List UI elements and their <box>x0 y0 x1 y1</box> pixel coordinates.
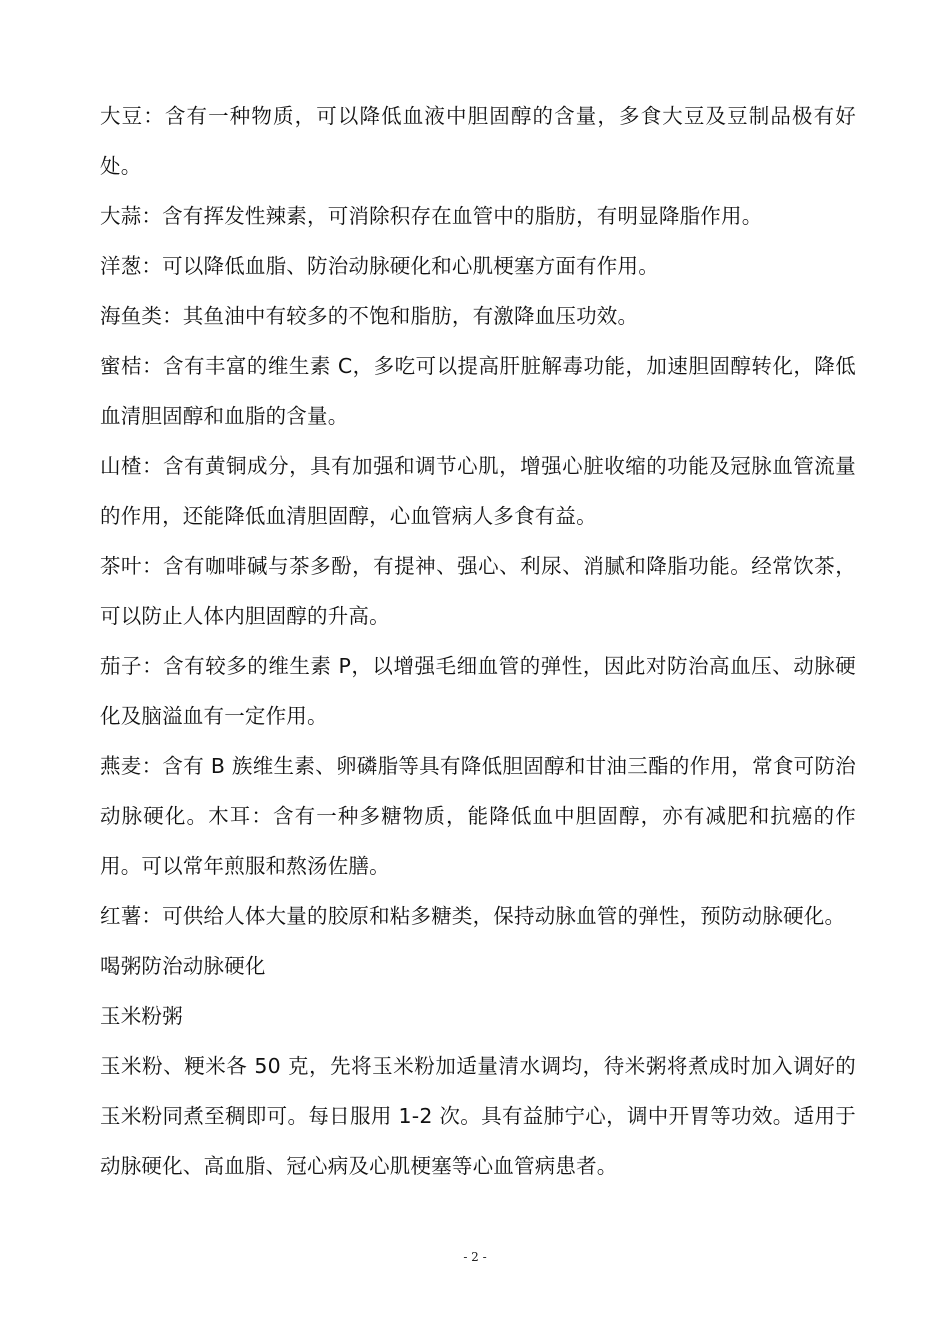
paragraph-sea-fish: 海鱼类：其鱼油中有较多的不饱和脂肪，有激降血压功效。 <box>100 304 639 328</box>
paragraph-eggplant: 茄子：含有较多的维生素 P，以增强毛细血管的弹性，因此对防治高血压、动脉硬化及脑溢血有一定作用。 <box>100 654 856 728</box>
section-heading: 喝粥防治动脉硬化 <box>100 954 266 978</box>
paragraph-onion: 洋葱：可以降低血脂、防治动脉硬化和心肌梗塞方面有作用。 <box>100 254 659 278</box>
page-number: - 2 - <box>463 1250 487 1264</box>
paragraph-hawthorn: 山楂：含有黄铜成分，具有加强和调节心肌，增强心脏收缩的功能及冠脉血管流量的作用，还能降低血清胆固醇，心血管病人多食有益。 <box>100 454 856 528</box>
paragraph-tangerine: 蜜桔：含有丰富的维生素 C，多吃可以提高肝脏解毒功能，加速胆固醇转化，降低血清胆固醇和血脂的含量。 <box>100 354 856 428</box>
paragraph-garlic: 大蒜：含有挥发性辣素，可消除积存在血管中的脂肪，有明显降脂作用。 <box>100 204 763 228</box>
document-body <box>100 91 856 1191</box>
paragraph-tea: 茶叶：含有咖啡碱与茶多酚，有提神、强心、利尿、消腻和降脂功能。经常饮茶，可以防止人体内胆固醇的升高。 <box>100 554 856 628</box>
paragraph-sweet-potato: 红薯：可供给人体大量的胶原和粘多糖类，保持动脉血管的弹性，预防动脉硬化。 <box>100 904 846 928</box>
recipe-title: 玉米粉粥 <box>100 1004 183 1028</box>
paragraph-recipe: 玉米粉、粳米各 50 克，先将玉米粉加适量清水调均，待米粥将煮成时加入调好的玉米粉同煮至稠即可。每日服用 1-2 次。具有益肺宁心，调中开胃等功效。适用于动脉硬化、高血脂、冠心病及心肌梗塞等心血管病患者。 <box>100 1054 856 1178</box>
paragraph-soybean: 大豆：含有一种物质，可以降低血液中胆固醇的含量，多食大豆及豆制品极有好处。 <box>100 104 856 178</box>
paragraph-oats: 燕麦：含有 B 族维生素、卵磷脂等具有降低胆固醇和甘油三酯的作用，常食可防治动脉硬化。木耳：含有一种多糖物质，能降低血中胆固醇，亦有减肥和抗癌的作用。可以常年煎服和熬汤佐膳。 <box>100 754 856 878</box>
